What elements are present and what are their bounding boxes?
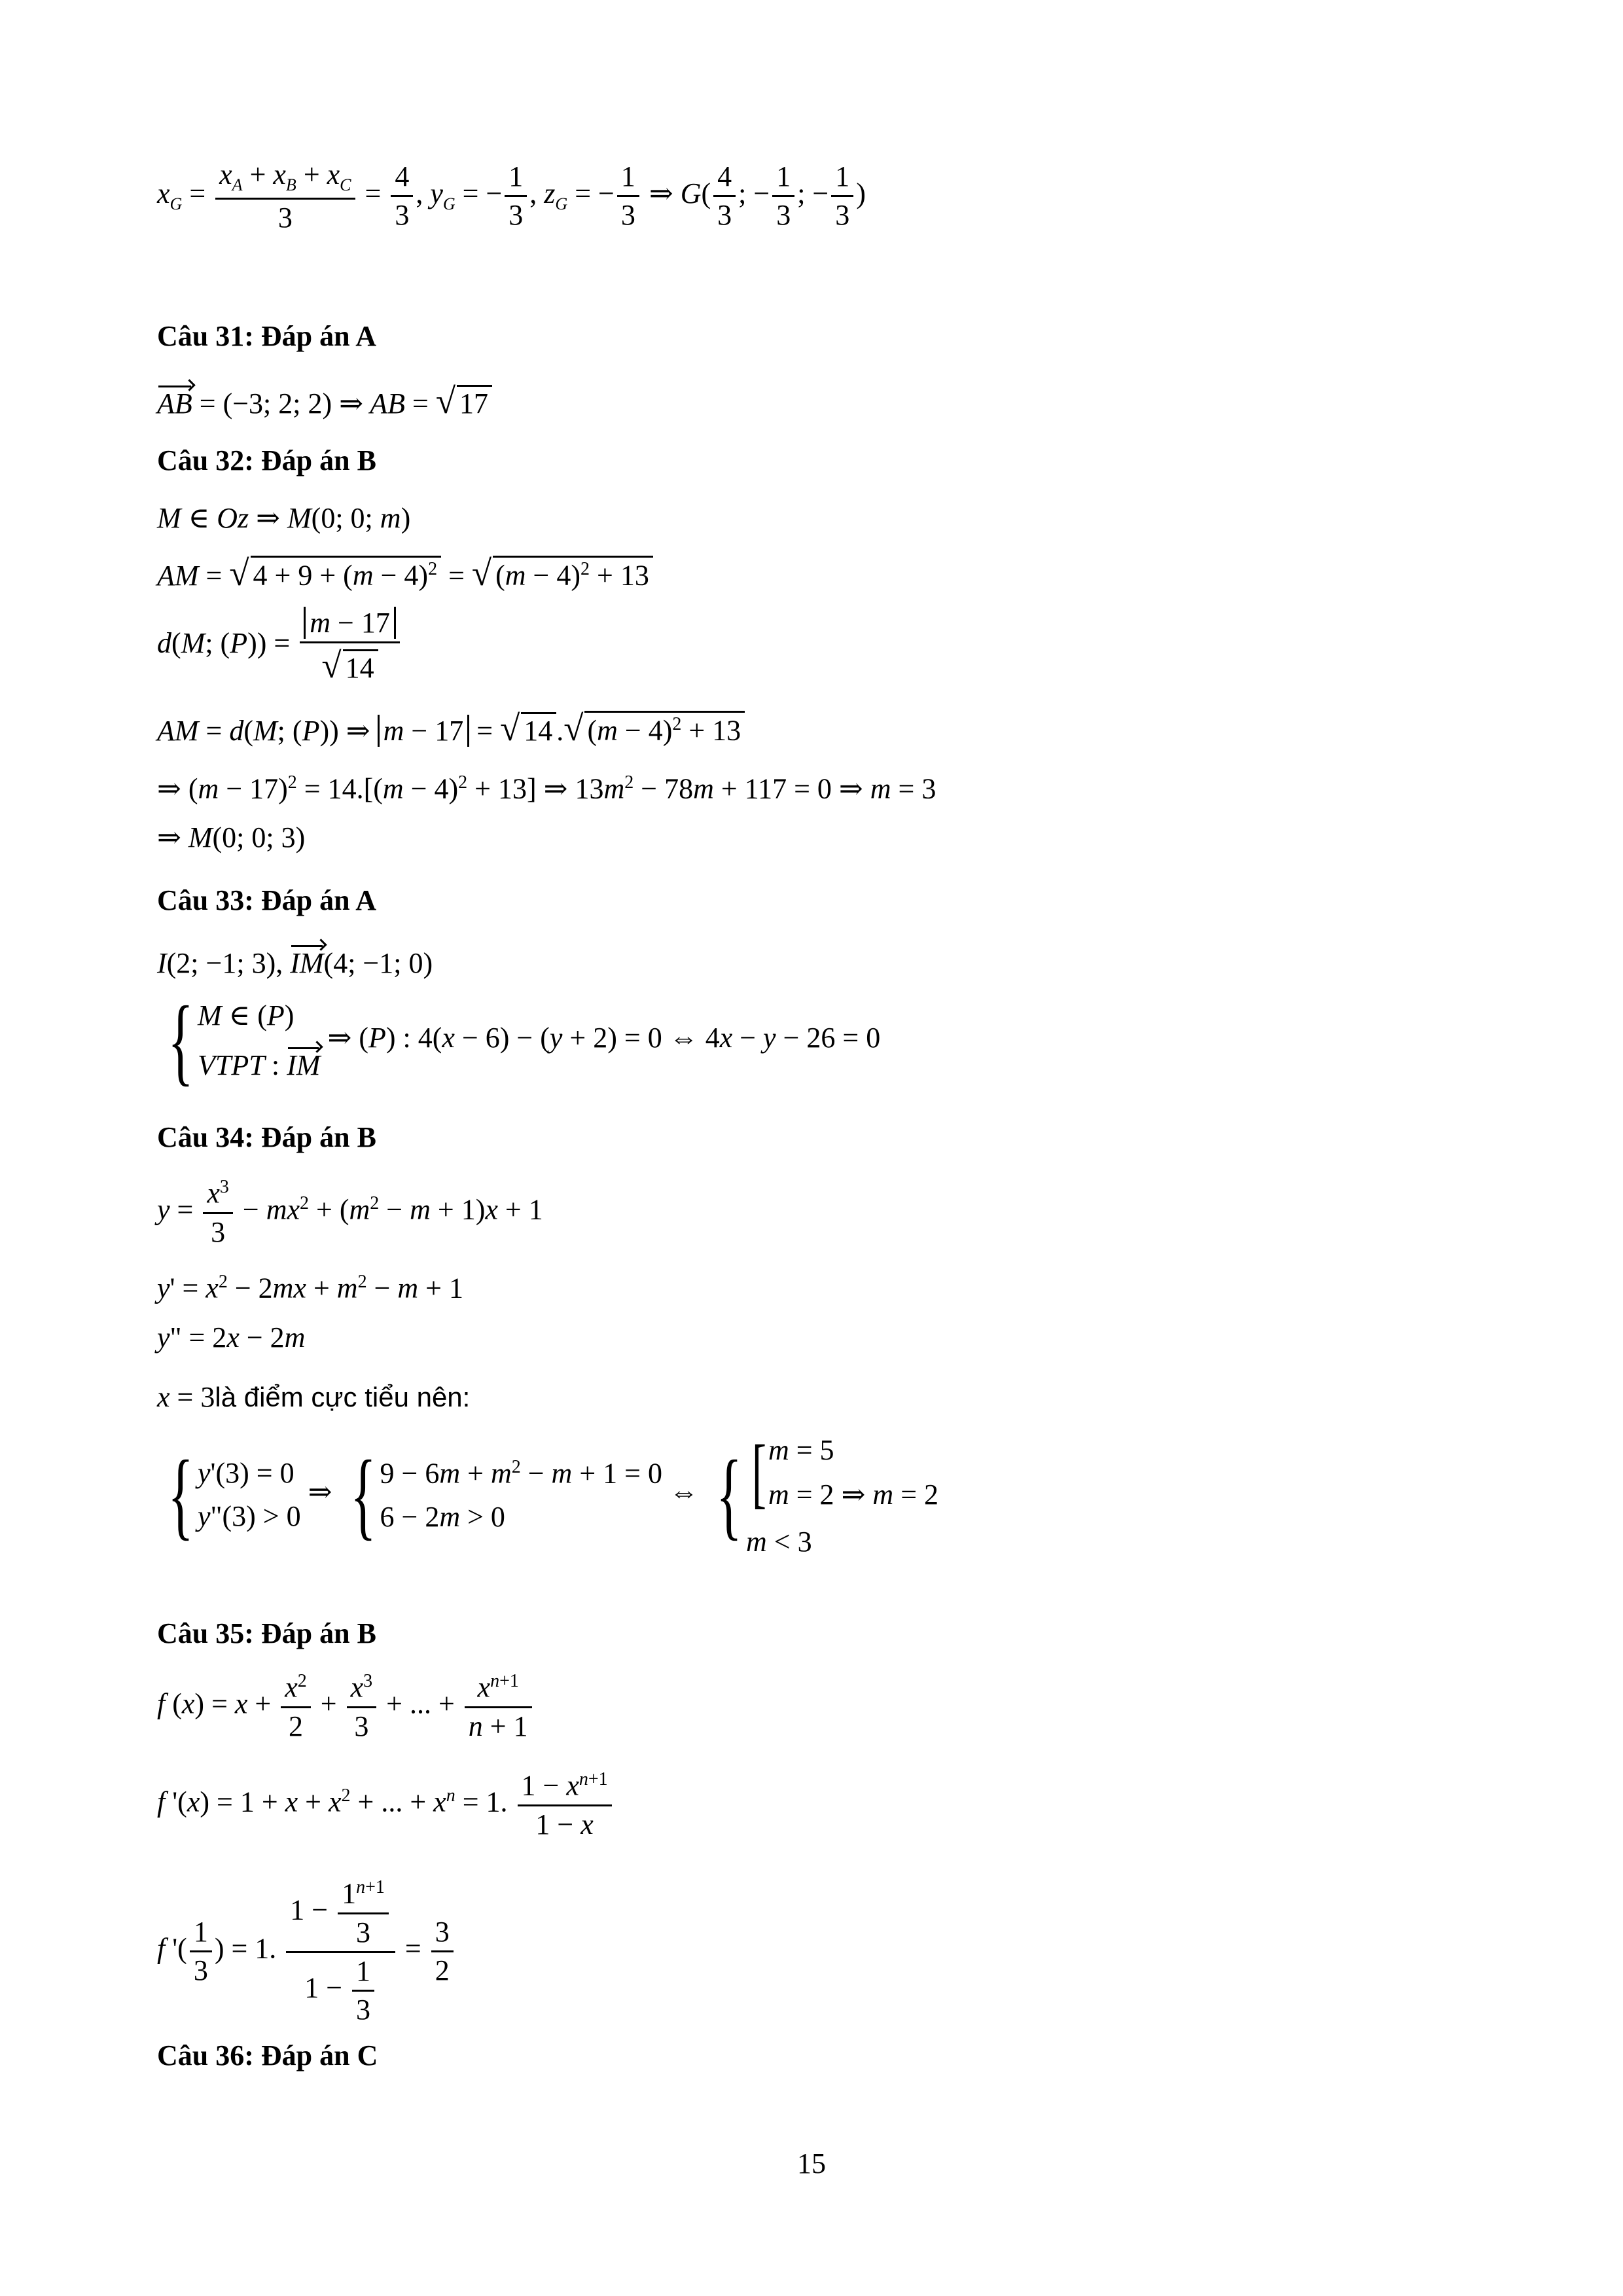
q34-line5: { y'(3) = 0 y"(3) > 0 ⇒ { $9 - 6m + m^2 - m + 1 = 0$ 6 − 2m > 0 ⇔ { [ m = 5 m = 2 ⇒ m = 2 m < 3	[168, 1429, 939, 1558]
q34-line3: y" = 2x − 2m	[157, 1321, 306, 1354]
heading-q34: Câu 34: Đáp án B	[157, 1121, 376, 1153]
q31-line1: AB = (−3; 2; 2) ⇒ AB = √ 17	[157, 383, 492, 419]
q33-line2: { M ∈ (P) VTPT : IM ⇒ (P) : 4(x − 6) − (y + 2) = 0 ⇔ 4x − y − 26 = 0	[168, 986, 881, 1095]
q32-line3: d(M; (P)) = $\frac{m - 17}{√ 14}$	[157, 609, 402, 683]
page-number: 15	[797, 2147, 826, 2179]
heading-q32: Câu 32: Đáp án B	[157, 444, 376, 476]
q32-line2: AM = √ $4 + 9 + (m - 4)^2$ = √ $(m - 4)^2 + 13$	[157, 555, 653, 591]
q35-line1: f (x) = x + $\frac{x^2}{2}$ + $\frac{x^3}{3}$ + ... + $\frac{x^{n+1}}{n + 1}$	[157, 1672, 535, 1741]
heading-q36: Câu 36: Đáp án C	[157, 2039, 378, 2072]
centroid-formula: $x_G$ = $\frac{x_A + x_B + x_C}{3}$ = $\frac{4}{3}$ , $y_G$ = − $\frac{1}{3}$ , $z_G$ = − $\frac{1}{3}$ ⇒ G( $\frac{4}{3}$ ; − $\frac{1}{3}$ ; − $\frac{1}{3}$ )	[157, 158, 866, 234]
q34-line4: x = 3là điểm cực tiểu nên:	[157, 1381, 471, 1413]
q32-line4: AM = d(M; (P)) ⇒ m − 17 = √ 14 .√ $(m - 4)^2 + 13$	[157, 710, 745, 746]
q32-line6: ⇒ M(0; 0; 3)	[157, 821, 306, 853]
heading-q31: Câu 31: Đáp án A	[157, 320, 376, 352]
q35-line3: f '( $\frac{1}{3}$ ) = 1. 1 − $\frac{1^{n+1}}{3}$ 1 − $\frac{1}{3}$ = $\frac{3}{2}$	[157, 1878, 456, 2024]
q32-line1: M ∈ Oz ⇒ M(0; 0; m)	[157, 502, 411, 534]
q34-line1: y = $\frac{x^3}{3}$ − $mx^2 + (m^2 - m + 1)x + 1$	[157, 1177, 543, 1248]
heading-q35: Câu 35: Đáp án B	[157, 1617, 376, 1649]
q35-line2: f '$(x) = 1 + x + x^2$ + ... + $x^n = 1$. $\frac{1 - x^{n+1}}{1 - x}$	[157, 1770, 615, 1839]
heading-q33: Câu 33: Đáp án A	[157, 884, 376, 916]
q34-note: là điểm cực tiểu nên:	[215, 1382, 471, 1412]
q34-line2: $y' = x^2 - 2mx + m^2 - m + 1$	[157, 1272, 463, 1304]
q33-line1: I(2; −1; 3), IM(4; −1; 0)	[157, 947, 433, 979]
q32-line5: ⇒ $(m - 17)^2 = 14.[(m - 4)^2 + 13]$ ⇒ $13m^2 - 78m + 117 = 0$ ⇒ m = 3	[157, 772, 936, 805]
